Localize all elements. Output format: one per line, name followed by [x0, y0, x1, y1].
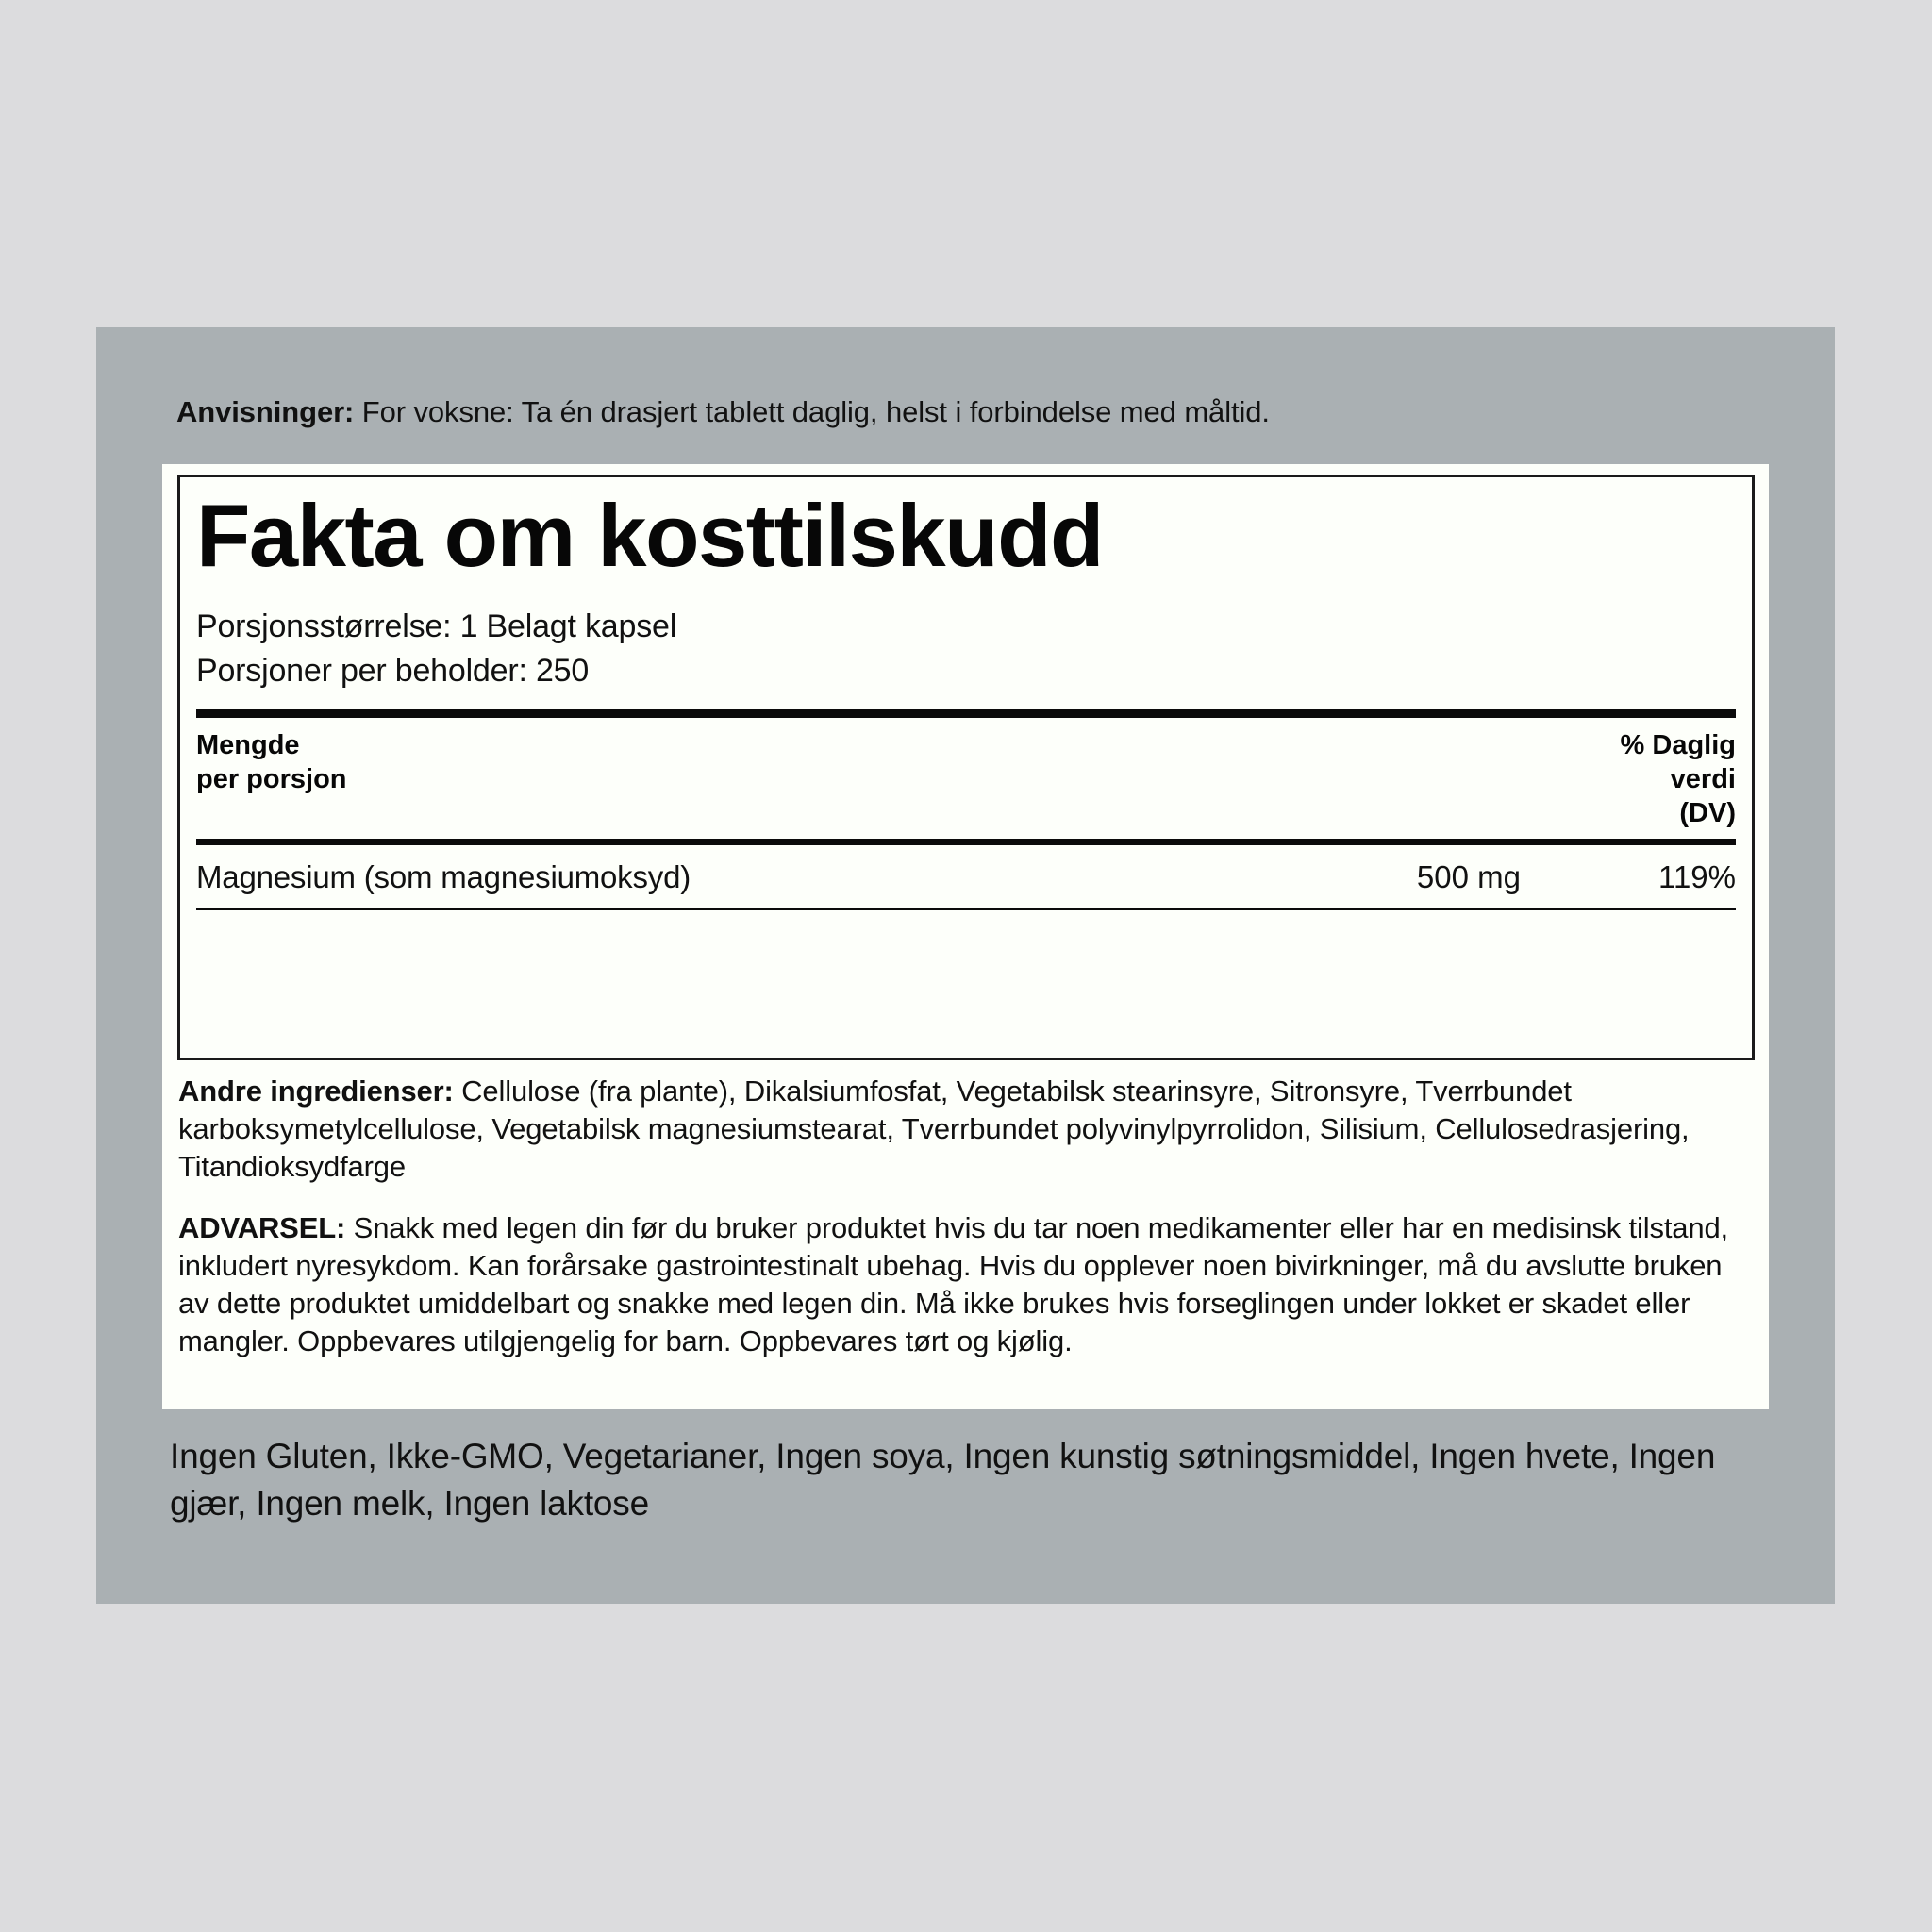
supplement-facts-box — [177, 475, 1755, 1060]
warning-label: ADVARSEL: — [178, 1211, 346, 1244]
amount-header-line2: per porsjon — [196, 764, 347, 794]
warning-block — [171, 1209, 1763, 1360]
rule-below-amount-header — [196, 839, 1736, 845]
nutrient-name: Magnesium (som magnesiumoksyd) — [196, 859, 691, 894]
dv-header-line2: verdi — [1670, 764, 1736, 794]
nutrient-amount: 500 mg — [1416, 859, 1521, 894]
rule-above-amount-header — [196, 709, 1736, 718]
dv-header-line1: % Daglig — [1620, 730, 1736, 760]
product-label-panel — [96, 327, 1835, 1604]
other-ingredients-label: Andre ingredienser: — [178, 1074, 454, 1108]
table-row — [196, 845, 1736, 908]
amount-header-line1: Mengde — [196, 730, 300, 760]
other-ingredients-text: Cellulose (fra plante), Dikalsiumfosfat, Vegetabilsk stearinsyre, Sitronsyre, Tverrbundet karboksymetylcellulose, Vegetabilsk magnesiumstearat, Tverrbundet polyvinylpyrrolidon, Silisium, Cellulosedrasjering, Titandioksydfarge — [178, 1074, 1690, 1183]
amount-per-serving-header — [196, 718, 1736, 839]
rule-below-nutrient-row — [196, 908, 1736, 910]
amount-header-left — [196, 728, 347, 796]
other-ingredients-block — [171, 1073, 1763, 1186]
directions-line — [176, 393, 1780, 431]
directions-text: For voksne: Ta én drasjert tablett daglig, helst i forbindelse med måltid. — [354, 395, 1270, 428]
daily-value-header — [1621, 728, 1736, 830]
serving-size-line: Porsjonsstørrelse: 1 Belagt kapsel — [196, 608, 677, 644]
supplement-facts-inner — [180, 477, 1752, 910]
servings-per-container-line: Porsjoner per beholder: 250 — [196, 653, 590, 689]
warning-text: Snakk med legen din før du bruker produktet hvis du tar noen medikamenter eller har en medisinsk tilstand, inkludert nyresykdom. Kan forårsake gastrointestinalt ubehag. Hvis du opplever noen bivirkninger, må du avslutte bruken av dette produktet umiddelbart og snakke med legen din. Må ikke brukes hvis forseglingen under lokket er skadet eller mangler. Oppbevares utilgjengelig for barn. Oppbevares tørt og kjølig. — [178, 1211, 1729, 1357]
directions-label: Anvisninger: — [176, 395, 355, 428]
supplement-facts-card — [162, 464, 1769, 1409]
claims-text: Ingen Gluten, Ikke-GMO, Vegetarianer, Ingen soya, Ingen kunstig søtningsmiddel, Ingen hvete, Ingen gjær, Ingen melk, Ingen laktose — [170, 1437, 1716, 1523]
supplement-facts-title: Fakta om kosttilskudd — [196, 486, 1103, 585]
nutrient-daily-value: 119% — [1658, 859, 1736, 894]
dv-header-line3: (DV) — [1679, 798, 1736, 828]
